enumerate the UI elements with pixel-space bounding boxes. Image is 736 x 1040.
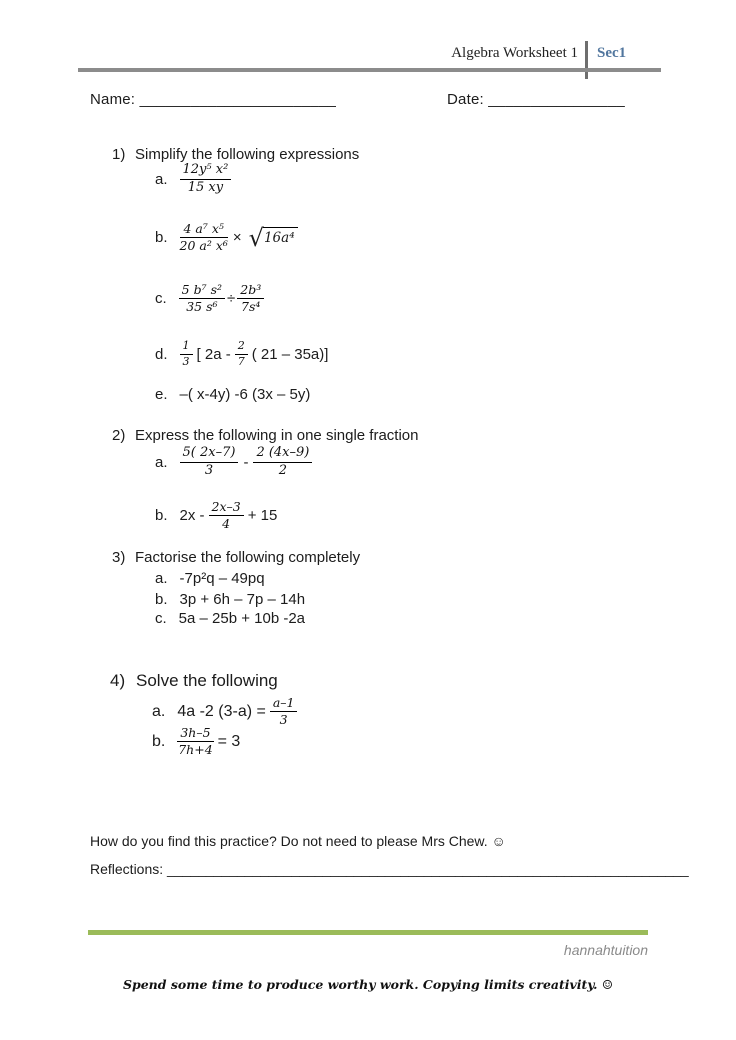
square-root-expression [248, 223, 298, 252]
fraction-2a-left-numerator: 5( 2x–7) [180, 446, 239, 463]
question-1b [155, 222, 298, 254]
fraction-1d-inner [235, 340, 248, 368]
fraction-2a-left-denominator: 3 [204, 462, 214, 478]
question-4-prompt [110, 671, 278, 691]
fraction-2a-left [180, 446, 239, 479]
fraction-1a-numerator: 12y⁵ x² [180, 163, 232, 180]
item-label-1e: e. [155, 386, 168, 403]
question-3-number: 3) [112, 549, 126, 566]
question-1-number: 1) [112, 146, 126, 163]
item-label-3c: c. [155, 610, 167, 627]
brand-name: hannahtuition [563, 942, 648, 958]
footer-quote: Spend some time to produce worthy work. Copying limits creativity. ☺ [122, 977, 614, 992]
question-4-number: 4) [110, 671, 126, 690]
fraction-2b [209, 500, 244, 532]
expression-2b-post: + 15 [247, 507, 278, 525]
item-label-1b: b. [155, 229, 168, 247]
item-label-4b: b. [152, 732, 166, 750]
question-2-prompt [112, 427, 419, 444]
fraction-2a-right [253, 446, 312, 479]
fraction-1d-coef-numerator: 1 [180, 340, 193, 355]
date-blank-line: ________________ [488, 91, 625, 108]
divide-operator: ÷ [227, 290, 236, 308]
header-rule [78, 68, 661, 72]
reflections-label: Reflections: [90, 861, 164, 877]
expression-1d-tail: ( 21 – 35a)] [251, 345, 329, 363]
fraction-1b-numerator: 4 a⁷ x⁵ [180, 222, 228, 238]
fraction-1c-left-numerator: 5 b⁷ s² [179, 283, 225, 299]
fraction-1c-left [179, 283, 225, 315]
item-label-3b: b. [155, 591, 168, 608]
question-2a [155, 446, 312, 479]
fraction-1d-inner-denominator: 7 [237, 354, 245, 368]
item-label-2b: b. [155, 507, 168, 525]
question-3a [155, 570, 265, 587]
question-1-prompt [112, 146, 359, 163]
item-label-1a: a. [155, 170, 168, 188]
question-1-text: Simplify the following expressions [135, 146, 360, 163]
expression-3a: -7p²q – 49pq [179, 570, 265, 587]
minus-operator-2a: - [243, 453, 249, 471]
footer-accent-rule [88, 930, 648, 935]
fraction-1c-right-denominator: 7s⁴ [241, 299, 261, 315]
fraction-4a-denominator: 3 [279, 712, 288, 728]
question-4-text: Solve the following [136, 671, 278, 690]
date-field [447, 91, 625, 108]
fraction-1d-inner-numerator: 2 [235, 340, 248, 355]
question-3-prompt [112, 549, 360, 566]
fraction-2a-right-denominator: 2 [278, 462, 288, 478]
name-blank-line: _______________________ [139, 91, 337, 108]
question-2b [155, 500, 281, 532]
question-3-text: Factorise the following completely [135, 549, 361, 566]
expression-3b: 3p + 6h – 7p – 14h [179, 591, 306, 608]
fraction-1d-coefficient [180, 340, 193, 368]
item-label-3a: a. [155, 570, 168, 587]
item-label-4a: a. [152, 702, 166, 720]
date-label: Date: [447, 91, 484, 108]
question-3b [155, 591, 305, 608]
question-4a [152, 696, 297, 728]
name-field [90, 91, 336, 108]
expression-2b-pre: 2x - [179, 507, 205, 525]
fraction-1a-denominator: 15 xy [187, 179, 224, 195]
question-1d [155, 340, 332, 368]
fraction-2b-denominator: 4 [222, 516, 231, 532]
question-1e [155, 386, 310, 403]
item-label-1d: d. [155, 345, 168, 363]
question-4b [152, 726, 244, 758]
expression-3c: 5a – 25b + 10b -2a [178, 610, 306, 627]
radical-icon: √ [248, 223, 264, 252]
expression-4b-post: = 3 [217, 732, 241, 750]
reflections-field [90, 861, 689, 877]
fraction-1c-left-denominator: 35 s⁶ [186, 299, 218, 315]
fraction-2b-numerator: 2x–3 [209, 500, 244, 516]
item-label-1c: c. [155, 290, 167, 308]
fraction-4b-denominator: 7h+4 [178, 742, 213, 758]
fraction-1a [180, 163, 232, 196]
question-2-text: Express the following in one single fraction [135, 427, 419, 444]
fraction-4a [270, 696, 298, 728]
reflections-blank-line: ___________________________________________________________________ [167, 861, 689, 877]
section-label: Sec1 [597, 45, 627, 61]
fraction-1b-denominator: 20 a² x⁶ [179, 238, 228, 254]
fraction-2a-right-numerator: 2 (4x–9) [253, 446, 312, 463]
item-label-2a: a. [155, 453, 168, 471]
fraction-1c-right [237, 283, 264, 315]
fraction-1d-coef-denominator: 3 [182, 354, 190, 368]
worksheet-title: Algebra Worksheet 1 [451, 45, 578, 61]
multiply-operator: × [232, 229, 242, 247]
question-2-number: 2) [112, 427, 126, 444]
header-divider [585, 41, 588, 79]
question-3c [155, 610, 305, 627]
practice-note: How do you find this practice? Do not need to please Mrs Chew. ☺ [90, 833, 506, 849]
fraction-4b-numerator: 3h–5 [177, 726, 213, 742]
fraction-1b [180, 222, 228, 254]
question-1c [155, 283, 264, 315]
fraction-1c-right-numerator: 2b³ [237, 283, 264, 299]
expression-4a-pre: 4a -2 (3-a) = [177, 702, 266, 720]
name-label: Name: [90, 91, 136, 108]
radicand-1b: 16a⁴ [263, 227, 298, 246]
expression-1d-middle: [ 2a - [196, 345, 231, 363]
expression-1e: –( x-4y) -6 (3x – 5y) [179, 386, 311, 403]
fraction-4b [177, 726, 213, 758]
question-1a [155, 163, 231, 196]
fraction-4a-numerator: a–1 [270, 696, 298, 712]
